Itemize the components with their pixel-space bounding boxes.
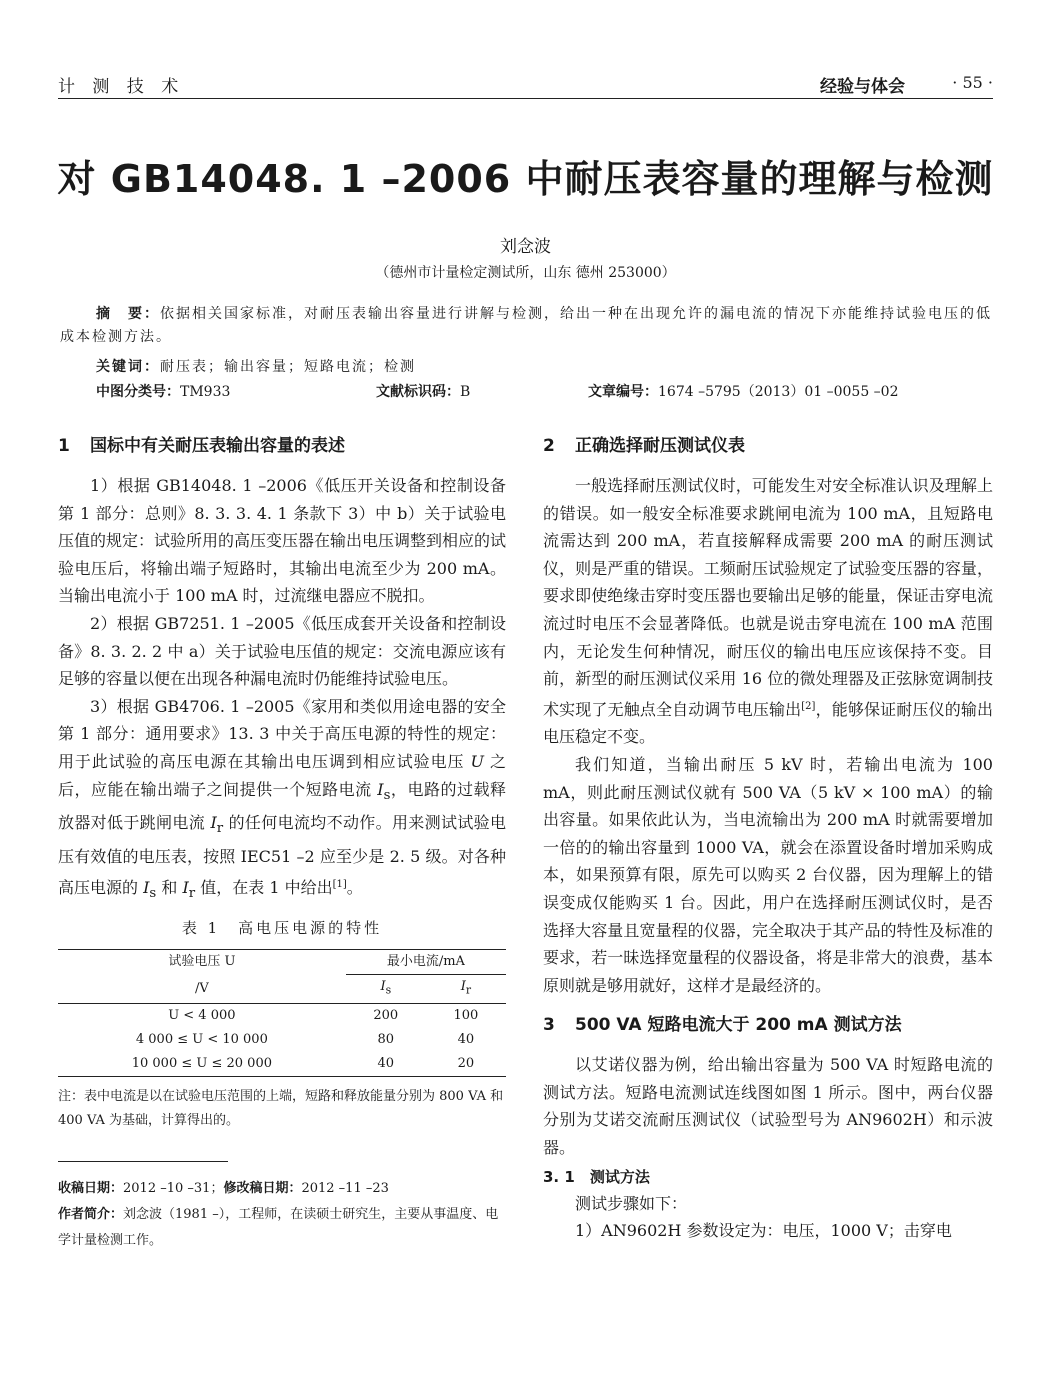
s2-p1-text-b: ，能够保证耐压仪的输出电压稳定不变。: [543, 699, 993, 747]
page-number: · 55 ·: [952, 73, 993, 92]
bio-text: 刘念波（1981 –），工程师，在读硕士研究生，主要从事温度、电学计量检测工作。: [58, 1206, 499, 1248]
steps-intro: 测试步骤如下：: [575, 1193, 688, 1213]
section-2-paragraph-2: 我们知道，当输出耐压 5 kV 时，若输出电流为 100 mA，则此耐压测试仪就有 500 VA（5 kV × 100 mA）的输出容量。如果依此认为，当电流输出为 200 mA 时就需要增加一倍的的输出容量到 1000 VA，就会在添置设备时增加采购成本，如果预算有限，原先可以购买 2 台仪器，因为理解上的错误变成仅能购买 1 台。因此，用户在选择耐压测试仪时，是否选择大容量且宽量程的仪器，完全取决于其产品的特性及标准的要求，若一昧选择宽量程的仪器设备，将是非常大的浪费，基本原则就是够用就好，这样才是最经济的。: [543, 754, 993, 995]
table-head-is-sub: s: [385, 983, 392, 997]
p3-text-b: 之后，应能在输出端子之间提供一个短路电流: [58, 751, 506, 799]
cell-voltage: U < 4 000: [168, 1007, 236, 1023]
symbol-ir: I: [210, 813, 217, 833]
keywords-text: 耐压表；输出容量；短路电流；检测: [160, 359, 416, 375]
cell-ir: 100: [453, 1007, 479, 1023]
table-head-ir-sub: r: [465, 983, 472, 997]
symbol-is-sub: s: [383, 787, 391, 803]
cell-ir: 40: [457, 1031, 475, 1047]
step-1: 1）AN9602H 参数设定为：电压，1000 V；击穿电: [575, 1221, 952, 1241]
footnote-dates: [58, 1176, 506, 1202]
cell-voltage: 4 000 ≤ U < 10 000: [135, 1031, 268, 1047]
article-value: 1674 –5795（2013）01 –0055 –02: [658, 384, 899, 400]
footnote-rule: [58, 1161, 228, 1162]
section-3-heading: [543, 1011, 993, 1039]
table-head-voltage: 试验电压 U: [168, 954, 236, 970]
bio-label: 作者简介：: [58, 1206, 124, 1222]
footnote-bio: [58, 1202, 506, 1254]
subsection-3-1-heading: [543, 1164, 993, 1190]
p3-text-g: 。: [346, 877, 363, 897]
subsection-3-1-number: 3. 1: [543, 1167, 575, 1186]
section-3-title: 500 VA 短路电流大于 200 mA 测试方法: [575, 1015, 902, 1036]
author-affiliation: （德州市计量检定测试所，山东 德州 253000）: [375, 265, 676, 281]
symbol-u: U: [470, 751, 484, 771]
clc-value: TM933: [180, 384, 231, 400]
article-number: [588, 381, 899, 401]
clc-number: [96, 381, 230, 401]
author-name: 刘念波: [500, 237, 551, 257]
section-2-title: 正确选择耐压测试仪表: [575, 436, 745, 456]
right-column: [543, 432, 993, 1245]
section-3-paragraph-1: 以艾诺仪器为例，给出输出容量为 500 VA 时短路电流的测试方法。短路电流测试连线图如图 1 所示。图中，两台仪器分别为艾诺交流耐压测试仪（试验型号为 AN9602H）和示波器。: [543, 1055, 993, 1158]
symbol-is: I: [377, 779, 384, 799]
table-row: [58, 1052, 506, 1077]
section-3-number: 3: [543, 1015, 555, 1036]
journal-name: 计 测 技 术: [58, 77, 185, 97]
table-head-voltage-unit: /V: [194, 980, 209, 996]
cell-is: 40: [377, 1055, 395, 1071]
p3-text-d: 的任何电流均不动作。用来测试试验电压有效值的电压表，按照 IEC51 –2 应至少是 2. 5 级。对各种高压电源的: [58, 813, 506, 897]
table-head-ir: [426, 975, 506, 1004]
paper-title: 对 GB14048. 1 –2006 中耐压表容量的理解与检测: [57, 157, 994, 201]
p3-text-c: ，电路的过载释放器对低于跳闸电流: [58, 779, 506, 833]
symbol-is-2-sub: s: [149, 885, 157, 901]
clc-label: 中图分类号：: [96, 384, 180, 400]
section-name: 经验与体会: [820, 77, 905, 97]
received-label: 收稿日期：: [58, 1180, 124, 1196]
citation-1: [1]: [332, 878, 347, 890]
table-1: [58, 949, 506, 1077]
subsection-3-1-title: 测试方法: [589, 1167, 650, 1186]
table-row: [58, 1003, 506, 1028]
left-column: [58, 432, 523, 1254]
cell-ir: 20: [457, 1055, 475, 1071]
received-date: 2012 –10 –31；: [123, 1180, 224, 1196]
section-1-paragraph-1: 1）根据 GB14048. 1 –2006《低压开关设备和控制设备 第 1 部分：总则》8. 3. 3. 4. 1 条款下 3）中 b）关于试验电压值的规定：试验所用的高压变压器在输出电压调整到相应的试验电压后，将输出端子短路时，其输出电流至少为 200 mA。当输出电流小于 100 mA 时，过流继电器应不脱扣。: [58, 476, 507, 606]
section-1-title: 国标中有关耐压表输出容量的表述: [90, 436, 345, 456]
doc-label: 文献标识码：: [376, 384, 460, 400]
doc-value: B: [460, 384, 471, 400]
p3-text-e: 和: [156, 877, 183, 897]
table-head-is: [346, 975, 426, 1004]
doc-code: [376, 381, 470, 401]
section-1-paragraph-2: 2）根据 GB7251. 1 –2005《低压成套开关设备和控制设备》8. 3. 2. 2 中 a）关于试验电压值的规定：交流电源应该有足够的容量以便在出现各种漏电流时仍能维持试验电压。: [58, 613, 506, 689]
cell-is: 200: [373, 1007, 399, 1023]
symbol-ir-2-sub: r: [188, 885, 196, 901]
section-1-heading: [58, 432, 506, 460]
revised-date: 2012 –11 –23: [301, 1180, 389, 1196]
section-2-paragraph-1: [543, 472, 993, 751]
section-1-paragraph-3: [58, 693, 523, 908]
cell-voltage: 10 000 ≤ U ≤ 20 000: [131, 1055, 272, 1071]
article-label: 文章编号：: [588, 384, 658, 400]
symbol-ir-sub: r: [216, 821, 224, 837]
revised-label: 修改稿日期：: [223, 1180, 302, 1196]
table-row: [58, 1028, 506, 1052]
symbol-ir-2: I: [182, 877, 189, 897]
table-head-min-current: 最小电流/mA: [346, 950, 506, 975]
table-head-is-symbol: I: [380, 979, 386, 995]
section-2-heading: [543, 432, 993, 460]
cell-is: 80: [377, 1031, 395, 1047]
keywords-label: 关键词：: [96, 359, 160, 375]
keywords: [96, 356, 416, 376]
p3-text-f: 值，在表 1 中给出: [195, 877, 333, 897]
table-1-title: 表 1 高电压电源的特性: [181, 919, 383, 938]
running-header: [58, 70, 993, 99]
abstract-text: 依据相关国家标准，对耐压表输出容量进行讲解与检测，给出一种在出现允许的漏电流的情况下亦能维持试验电压的低成本检测方法。: [60, 306, 992, 345]
table-head-ir-symbol: I: [460, 979, 466, 995]
p3-text-a: 3）根据 GB4706. 1 –2005《家用和类似用途电器的安全 第 1 部分：通用要求》13. 3 中关于高压电源的特性的规定：用于此试验的高压电源在其输出电压调到相应试验电压: [58, 696, 523, 771]
section-2-number: 2: [543, 436, 555, 456]
symbol-is-2: I: [143, 877, 150, 897]
table-1-note: 注：表中电流是以在试验电压范围的上端，短路和释放能量分别为 800 VA 和 400 VA 为基础，计算得出的。: [58, 1088, 504, 1128]
s2-p1-text-a: 一般选择耐压测试仪时，可能发生对安全标准认识及理解上的错误。如一般安全标准要求跳闸电流为 100 mA，且短路电流需达到 200 mA，若直接解释成需要 200 mA 的耐压测试仪，则是严重的错误。工频耐压试验规定了试验变压器的容量，要求即使绝缘击穿时变压器也要输出足够的能量，保证击穿电流流过时电压不会显著降低。也就是说击穿电流在 100 mA 范围内，无论发生何种情况，耐压仪的输出电压应该保持不变。目前，新型的耐压测试仪采用 16 位的微处理器及正弦脉宽调制技术实现了无触点全自动调节电压输出: [543, 476, 993, 719]
abstract-label: 摘 要：: [96, 306, 160, 322]
section-1-number: 1: [58, 436, 70, 456]
citation-2: [2]: [801, 700, 816, 712]
abstract: [60, 303, 992, 349]
